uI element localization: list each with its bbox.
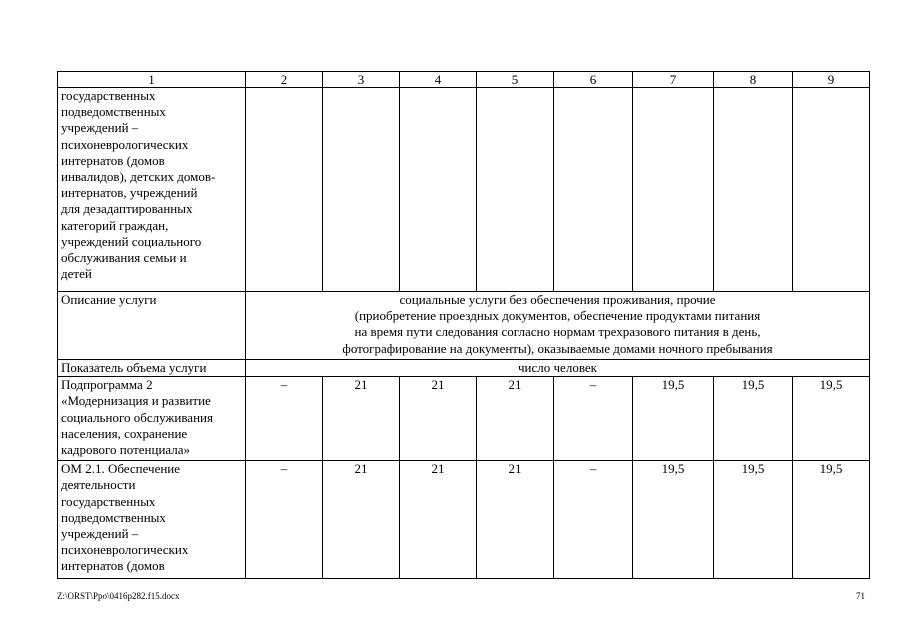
column-number: 6 [554, 72, 633, 88]
table-cell [477, 88, 554, 292]
row-label: Показатель объема услуги [58, 360, 246, 377]
table-cell: 21 [477, 461, 554, 579]
table-cell: 21 [400, 461, 477, 579]
column-number: 9 [793, 72, 870, 88]
data-table [57, 71, 870, 579]
table-row [58, 88, 870, 292]
table-cell [246, 88, 323, 292]
table-cell [793, 88, 870, 292]
table-cell [714, 88, 793, 292]
table-row [58, 377, 870, 461]
column-number: 3 [323, 72, 400, 88]
table-cell: – [554, 377, 633, 461]
table-cell: 19,5 [793, 461, 870, 579]
table-cell [400, 88, 477, 292]
column-number: 5 [477, 72, 554, 88]
table-cell: 19,5 [633, 377, 714, 461]
table-cell: – [246, 377, 323, 461]
service-description: социальные услуги без обеспечения проживания, прочие (приобретение проездных документов, обеспечение продуктами питания на время пути следования согласно нормам трехразового питания в день, фотографирование на документы), оказываемые домами ночного пребывания [246, 292, 870, 360]
footer-file-path: Z:\ORST\Ppo\0416p282.f15.docx [57, 591, 180, 601]
table-cell: 21 [323, 377, 400, 461]
table-cell: – [246, 461, 323, 579]
table-cell: 19,5 [793, 377, 870, 461]
table-row [58, 292, 870, 360]
table-cell [633, 88, 714, 292]
row-label: государственных подведомственных учреждений – психоневрологических интернатов (домов инвалидов), детских домов- интернатов, учреждений для дезадаптированных категорий граждан, учреждений социального обслуживания семьи и детей [58, 88, 246, 292]
column-number-row [58, 72, 870, 88]
table-cell: 19,5 [714, 461, 793, 579]
table-cell [323, 88, 400, 292]
table-row [58, 360, 870, 377]
column-number: 2 [246, 72, 323, 88]
table-cell: 21 [323, 461, 400, 579]
row-label: Подпрограмма 2 «Модернизация и развитие социального обслуживания населения, сохранение кадрового потенциала» [58, 377, 246, 461]
table-cell [554, 88, 633, 292]
table-row [58, 461, 870, 579]
table-cell: 19,5 [633, 461, 714, 579]
footer-page-number: 71 [856, 591, 865, 601]
volume-indicator: число человек [246, 360, 870, 377]
column-number: 8 [714, 72, 793, 88]
column-number: 1 [58, 72, 246, 88]
table-cell: 19,5 [714, 377, 793, 461]
column-number: 7 [633, 72, 714, 88]
table-cell: 21 [477, 377, 554, 461]
table-cell: 21 [400, 377, 477, 461]
row-label: ОМ 2.1. Обеспечение деятельности государственных подведомственных учреждений – психоневрологических интернатов (домов [58, 461, 246, 579]
column-number: 4 [400, 72, 477, 88]
table-cell: – [554, 461, 633, 579]
row-label: Описание услуги [58, 292, 246, 360]
